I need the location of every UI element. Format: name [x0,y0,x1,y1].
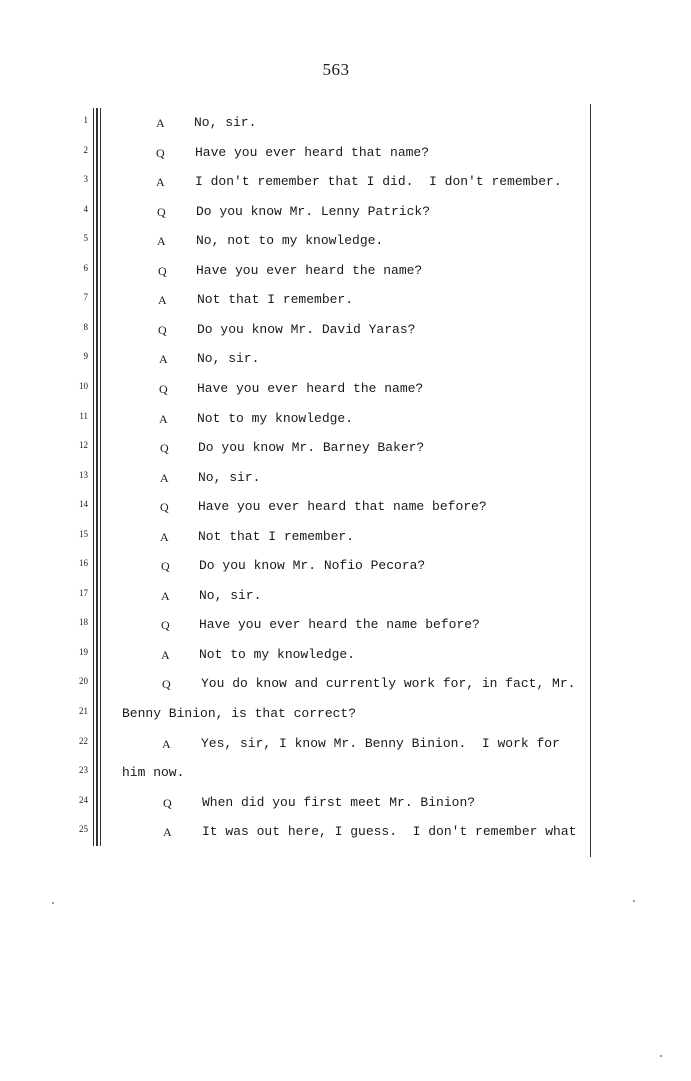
transcript-line [0,203,691,223]
speaker-label: A [161,647,170,662]
line-text: I don't remember that I did. I don't remember. [195,174,562,190]
speaker-label: A [161,588,170,603]
line-number: 7 [83,292,88,303]
transcript-line [0,291,691,311]
speaker-label: A [157,234,166,249]
speaker-label: Q [159,381,168,396]
transcript-line [0,705,691,725]
transcript-line [0,587,691,607]
transcript-line [0,114,691,134]
line-number: 12 [79,440,88,451]
transcript-line [0,646,691,666]
speaker-label: Q [161,618,170,633]
transcript-line [0,469,691,489]
transcript-line [0,616,691,636]
line-number: 25 [79,824,88,835]
speaker-label: Q [160,500,169,515]
transcript-line [0,735,691,755]
line-number: 4 [83,203,88,214]
transcript-line [0,498,691,518]
line-text: Not to my knowledge. [197,410,354,426]
transcript-line [0,321,691,341]
line-number: 15 [79,528,88,539]
line-number: 6 [83,262,88,273]
line-text: Have you ever heard the name before? [199,617,480,633]
transcript-line [0,262,691,282]
line-text: No, sir. [197,351,260,367]
line-number: 18 [79,617,88,628]
speaker-label: A [160,529,169,544]
line-text: Do you know Mr. Nofio Pecora? [199,558,426,574]
line-number: 10 [79,380,88,391]
transcript-line [0,350,691,370]
scan-speck [52,902,54,904]
transcript-line [0,823,691,843]
line-number: 23 [79,765,88,776]
transcript-line [0,675,691,695]
transcript-line [0,528,691,548]
line-text: No, sir. [199,587,262,603]
line-text: Not that I remember. [197,292,354,308]
page-number: 563 [322,60,350,79]
speaker-label: Q [156,145,165,160]
transcript-line [0,410,691,430]
line-text: Have you ever heard the name? [197,380,424,396]
speaker-label: Q [163,795,172,810]
transcript-line [0,557,691,577]
speaker-label: Q [161,559,170,574]
line-text: Have you ever heard that name before? [198,499,487,515]
line-number: 1 [83,115,88,125]
speaker-label: A [163,825,172,840]
transcript-line [0,764,691,784]
speaker-label: Q [158,263,167,278]
line-text: Yes, sir, I know Mr. Benny Binion. I work for [201,735,560,751]
line-text: Benny Binion, is that correct? [122,706,357,721]
transcript-line [0,173,691,193]
transcript-line [0,380,691,400]
line-text: No, sir. [198,469,261,485]
line-number: 8 [83,321,88,332]
speaker-label: A [156,116,165,130]
speaker-label: A [158,293,167,308]
transcript-line [0,794,691,814]
line-text: Do you know Mr. Barney Baker? [198,440,425,456]
speaker-label: A [159,352,168,367]
line-text: Do you know Mr. Lenny Patrick? [196,203,431,219]
speaker-label: A [162,736,171,751]
speaker-label: A [160,470,169,485]
transcript-line [0,439,691,459]
line-number: 11 [79,410,88,421]
line-text: When did you first meet Mr. Binion? [202,794,476,810]
speaker-label: Q [158,322,167,337]
line-number: 22 [79,735,88,746]
line-number: 5 [83,233,88,244]
line-number: 9 [83,351,88,362]
transcript-line [0,144,691,164]
speaker-label: A [159,411,168,426]
line-text: No, sir. [194,115,257,130]
line-number: 20 [79,676,88,687]
line-text: Do you know Mr. David Yaras? [197,321,416,337]
line-number: 13 [79,469,88,480]
line-text: him now. [122,765,185,781]
scan-speck [633,900,635,902]
line-text: Not to my knowledge. [199,646,356,662]
scan-speck [660,1055,662,1057]
line-number: 21 [79,706,88,716]
line-text: It was out here, I guess. I don't remember what [202,824,577,840]
line-number: 24 [79,794,88,805]
line-number: 2 [83,144,88,155]
transcript-line [0,232,691,252]
speaker-label: A [156,175,165,190]
line-text: Not that I remember. [198,528,355,544]
line-number: 17 [79,587,88,598]
line-text: Have you ever heard that name? [195,144,430,160]
line-number: 16 [79,558,88,569]
line-text: No, not to my knowledge. [196,233,384,249]
line-text: You do know and currently work for, in fact, Mr. [201,676,576,692]
line-number: 14 [79,499,88,510]
line-number: 3 [83,174,88,185]
speaker-label: Q [160,441,169,456]
speaker-label: Q [157,204,166,219]
speaker-label: Q [162,677,171,692]
line-text: Have you ever heard the name? [196,262,423,278]
line-number: 19 [79,646,88,657]
